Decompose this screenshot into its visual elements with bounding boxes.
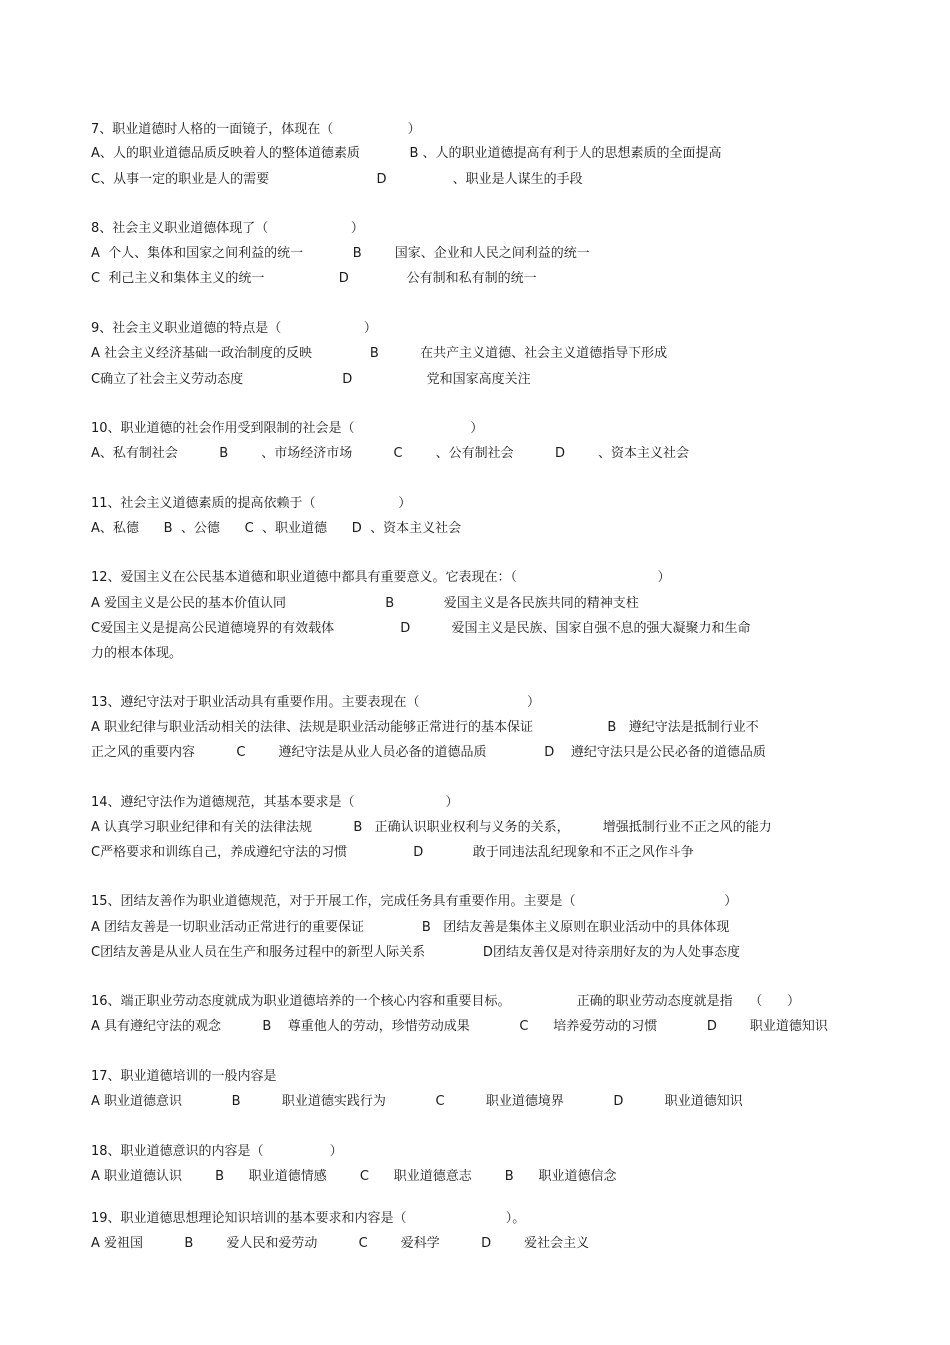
question-title: 13、遵纪守法对于职业活动具有重要作用。主要表现在（ ）: [91, 695, 540, 710]
answer-options-line: A 职业道德意识 B 职业道德实践行为 C 职业道德境界 D 职业道德知识: [91, 1094, 743, 1109]
answer-options-line: A、人的职业道德品质反映着人的整体道德素质 B 、人的职业道德提高有利于人的思想素质的全面提高: [91, 146, 722, 161]
question-title: 17、职业道德培训的一般内容是: [91, 1069, 277, 1084]
answer-options-line: C团结友善是从业人员在生产和服务过程中的新型人际关系 D团结友善仅是对待亲朋好友的为人处事态度: [91, 945, 740, 960]
answer-options-line: A、私德 B 、公德 C 、职业道德 D 、资本主义社会: [91, 521, 462, 536]
answer-options-line: C 利己主义和集体主义的统一 D 公有制和私有制的统一: [91, 271, 537, 286]
question-title: 16、端正职业劳动态度就成为职业道德培养的一个核心内容和重要目标。 正确的职业劳动态度就是指 （ ）: [91, 994, 800, 1009]
answer-options-line: C、从事一定的职业是人的需要 D 、职业是人谋生的手段: [91, 172, 583, 187]
answer-options-line: A 认真学习职业纪律和有关的法律法规 B 正确认识职业权利与义务的关系， 增强抵制行业不正之风的能力: [91, 820, 772, 835]
answer-options-line: A 个人、集体和国家之间利益的统一 B 国家、企业和人民之间利益的统一: [91, 246, 590, 261]
answer-options-line: 力的根本体现。: [91, 646, 183, 661]
answer-options-line: 正之风的重要内容 C 遵纪守法是从业人员必备的道德品质 D 遵纪守法只是公民必备的道德品质: [91, 745, 766, 760]
answer-options-line: C严格要求和训练自己，养成遵纪守法的习惯 D 敢于同违法乱纪现象和不正之风作斗争: [91, 845, 694, 860]
question-title: 7、职业道德时人格的一面镜子，体现在（ ）: [91, 122, 421, 137]
question-title: 14、遵纪守法作为道德规范，其基本要求是（ ）: [91, 795, 459, 810]
question-title: 8、社会主义职业道德体现了（ ）: [91, 221, 364, 236]
answer-options-line: A 具有遵纪守法的观念 B 尊重他人的劳动，珍惜劳动成果 C 培养爱劳动的习惯 D 职业道德知识: [91, 1019, 828, 1034]
answer-options-line: A 社会主义经济基础一政治制度的反映 B 在共产主义道德、社会主义道德指导下形成: [91, 346, 668, 361]
question-title: 19、职业道德思想理论知识培训的基本要求和内容是（ ）。: [91, 1211, 526, 1226]
question-title: 12、爱国主义在公民基本道德和职业道德中都具有重要意义。它表现在：（ ）: [91, 570, 671, 585]
answer-options-line: A、私有制社会 B 、市场经济市场 C 、公有制社会 D 、资本主义社会: [91, 446, 690, 461]
answer-options-line: C爱国主义是提高公民道德境界的有效载体 D 爱国主义是民族、国家自强不息的强大凝聚力和生命: [91, 621, 751, 636]
question-title: 11、社会主义道德素质的提高依赖于（ ）: [91, 496, 412, 511]
answer-options-line: A 爱国主义是公民的基本价值认同 B 爱国主义是各民族共同的精神支柱: [91, 596, 639, 611]
answer-options-line: A 团结友善是一切职业活动正常进行的重要保证 B 团结友善是集体主义原则在职业活动中的具体体现: [91, 920, 730, 935]
question-title: 9、社会主义职业道德的特点是（ ）: [91, 321, 377, 336]
question-title: 18、职业道德意识的内容是（ ）: [91, 1144, 343, 1159]
answer-options-line: A 职业道德认识 B 职业道德情感 C 职业道德意志 B 职业道德信念: [91, 1169, 617, 1184]
question-title: 15、团结友善作为职业道德规范，对于开展工作，完成任务具有重要作用。主要是（ ）: [91, 894, 738, 909]
question-title: 10、职业道德的社会作用受到限制的社会是（ ）: [91, 421, 484, 436]
answer-options-line: A 爱祖国 B 爱人民和爱劳动 C 爱科学 D 爱社会主义: [91, 1236, 590, 1251]
answer-options-line: C确立了社会主义劳动态度 D 党和国家高度关注: [91, 372, 531, 387]
answer-options-line: A 职业纪律与职业活动相关的法律、法规是职业活动能够正常进行的基本保证 B 遵纪守法是抵制行业不: [91, 720, 759, 735]
